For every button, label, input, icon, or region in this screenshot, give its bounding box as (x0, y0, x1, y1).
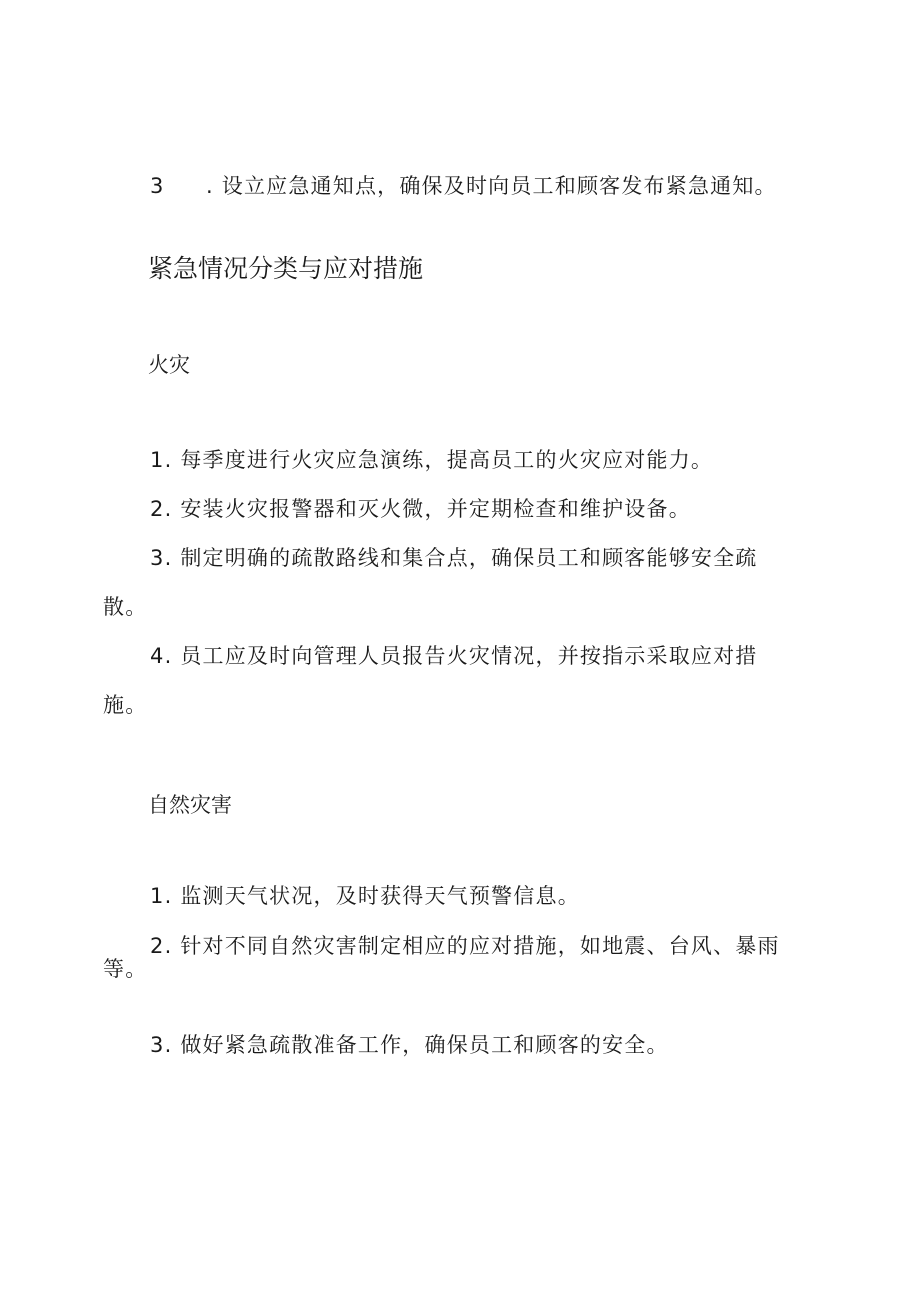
fire-subsection-title: 火灾 (148, 353, 190, 377)
fire-item-3-continuation: 散。 (103, 595, 148, 619)
fire-item-3 (150, 544, 758, 572)
item-text: . 针对不同自然灾害制定相应的应对措施，如地震、台风、暴雨 (164, 934, 780, 958)
natural-item-2-continuation: 等。 (103, 957, 148, 981)
fire-item-4-continuation: 施。 (103, 693, 148, 717)
item-text: . 做好紧急疏散准备工作，确保员工和顾客的安全。 (164, 1033, 669, 1057)
item-number: 4 (150, 644, 165, 668)
item-number: 3 (150, 546, 165, 570)
item-text: . 制定明确的疏散路线和集合点，确保员工和顾客能够安全疏 (164, 546, 758, 570)
natural-item-1 (150, 882, 580, 910)
natural-item-3 (150, 1031, 669, 1059)
intro-list-item (150, 172, 777, 200)
section-title: 紧急情况分类与应对措施 (148, 254, 424, 283)
item-text: . 每季度进行火灾应急演练，提高员工的火灾应对能力。 (164, 448, 714, 472)
item-number: 2 (150, 934, 165, 958)
item-text: . 设立应急通知点，确保及时向员工和顾客发布紧急通知。 (206, 174, 777, 198)
fire-item-2 (150, 495, 691, 523)
item-number: 2 (150, 497, 165, 521)
item-number: 3 (150, 174, 165, 198)
item-number: 3 (150, 1033, 165, 1057)
natural-item-2 (150, 932, 780, 960)
fire-item-4 (150, 642, 758, 670)
item-text: . 员工应及时向管理人员报告火灾情况，并按指示采取应对措 (164, 644, 758, 668)
fire-item-1 (150, 446, 713, 474)
item-text: . 安装火灾报警器和灭火微，并定期检查和维护设备。 (164, 497, 691, 521)
item-text: . 监测天气状况，及时获得天气预警信息。 (164, 884, 580, 908)
item-number: 1 (150, 448, 165, 472)
natural-disaster-subsection-title: 自然灾害 (148, 793, 232, 817)
item-number: 1 (150, 884, 165, 908)
